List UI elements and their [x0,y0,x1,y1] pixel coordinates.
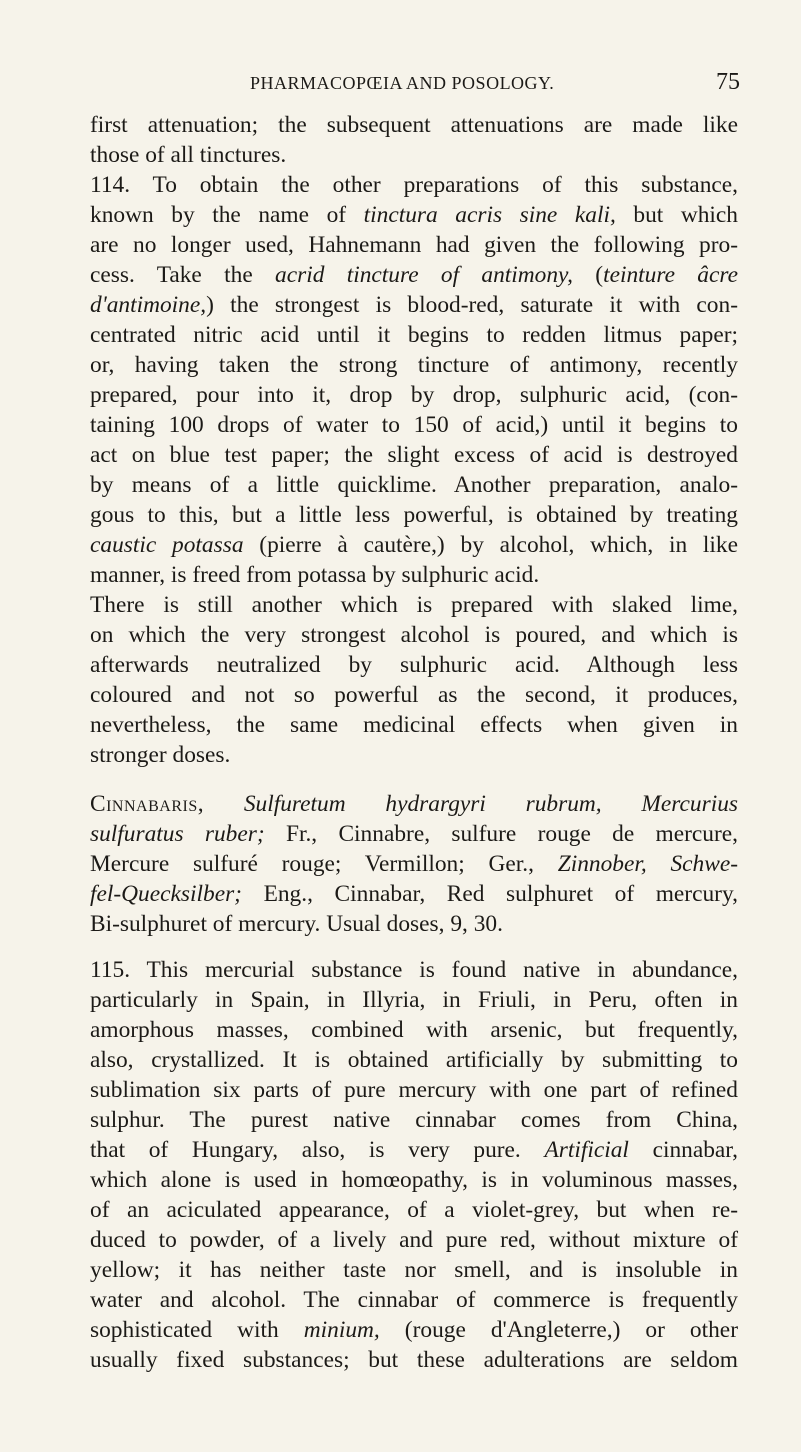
text-run: centrated nitric acid until it begins to redden litmus paper; [90,322,738,348]
text-line [90,170,738,200]
text-run: usually fixed substances; but these adulterations are seldom [90,1347,738,1373]
text-line [90,1345,738,1375]
text-run: which alone is used in homœopathy, is in voluminous masses, [90,1167,738,1193]
text-run: cess. Take the [90,262,276,288]
text-run: known by the name of [90,202,364,228]
text-line [90,560,738,590]
italic-text: caustic potassa [90,532,244,558]
text-run: water and alcohol. The cinnabar of commerce is frequently [90,1287,738,1313]
text-line [90,410,738,440]
italic-text: Zinnober, Schwe- [557,851,738,877]
text-line [90,1315,738,1345]
text-run: on which the very strongest alcohol is poured, and which is [90,622,738,648]
text-run: sulphur. The purest native cinnabar comes from China, [90,1107,738,1133]
text-line [90,879,738,909]
paragraph-gap [90,770,738,789]
text-line [90,200,738,230]
italic-text: d'antimoine, [90,292,207,318]
text-line [90,260,738,290]
text-line [90,849,738,879]
italic-text: sulfuratus ruber; [90,821,265,847]
text-line [90,985,738,1015]
text-line [90,290,738,320]
text-line [90,789,738,819]
text-line [90,1135,738,1165]
text-run: (rouge d'Angleterre,) or other [379,1317,738,1343]
text-line [90,590,738,620]
text-line [90,320,738,350]
text-run: 115. This mercurial substance is found native in abundance, [90,957,738,983]
text-line [90,1285,738,1315]
text-run: particularly in Spain, in Illyria, in Friuli, in Peru, often in [90,987,738,1013]
text-run: or, having taken the strong tincture of antimony, recently [90,352,738,378]
text-line [90,500,738,530]
text-line [90,819,738,849]
text-line [90,955,738,985]
text-line [90,530,738,560]
text-run: Bi-sulphuret of mercury. Usual doses, 9, 30. [90,911,503,937]
italic-text: minium, [303,1317,380,1343]
text-run: 114. To obtain the other preparations of this substance, [90,172,738,198]
text-run: act on blue test paper; the slight excess of acid is destroyed [90,442,738,468]
text-line [90,1015,738,1045]
text-run: duced to powder, of a lively and pure red, without mixture of [90,1227,738,1253]
italic-text: tinctura acris sine kali, [363,202,616,228]
body-text [90,110,738,1375]
paragraph-gap [90,939,738,955]
text-run: coloured and not so powerful as the second, it produces, [90,682,738,708]
italic-text: Sulfuretum hydrargyri rubrum, Mercurius [243,791,738,817]
page-header [250,69,740,103]
text-run: ( [573,262,604,288]
text-line [90,1195,738,1225]
running-title: PHARMACOPŒIA AND POSOLOGY. [250,73,555,93]
text-line [90,140,738,170]
text-line [90,1225,738,1255]
italic-text: Artificial [544,1137,629,1163]
text-line [90,740,738,770]
text-line [90,650,738,680]
text-line [90,909,738,939]
italic-text: fel-Quecksilber; [90,881,242,907]
text-run: taining 100 drops of water to 150 of acid,) until it begins to [90,412,738,438]
text-line [90,230,738,260]
text-run: ) the strongest is blood-red, saturate it with con- [206,292,738,318]
text-line [90,350,738,380]
page-number: 75 [716,69,740,95]
text-run: are no longer used, Hahnemann had given the following pro- [90,232,738,258]
text-run: nevertheless, the same medicinal effects when given in [90,712,738,738]
text-run: afterwards neutralized by sulphuric acid. Although less [90,652,738,678]
text-run: Fr., Cinnabre, sulfure rouge de mercure, [264,821,738,847]
text-run: gous to this, but a little less powerful, is obtained by treating [90,502,738,528]
text-line [90,710,738,740]
text-run: Mercure sulfuré rouge; Vermillon; Ger., [90,851,558,877]
text-run: but which [615,202,739,228]
text-line [90,1075,738,1105]
text-run: amorphous masses, combined with arsenic, but frequently, [90,1017,738,1043]
text-run [204,791,244,817]
italic-text: teinture âcre [603,262,738,288]
text-run: cinnabar, [628,1137,739,1163]
text-line [90,110,738,140]
small-caps-text: Cinnabaris, [90,791,205,817]
text-run: sophisticated with [90,1317,304,1343]
text-run: stronger doses. [90,742,231,768]
italic-text: acrid tincture of antimony, [275,262,573,288]
text-run: manner, is freed from potassa by sulphuric acid. [90,562,540,588]
text-run: sublimation six parts of pure mercury with one part of refined [90,1077,738,1103]
text-line [90,680,738,710]
text-run: of an aciculated appearance, of a violet-grey, but when re- [90,1197,738,1223]
text-run: that of Hungary, also, is very pure. [90,1137,545,1163]
text-run: first attenuation; the subsequent attenuations are made like [90,112,738,138]
text-line [90,620,738,650]
text-line [90,380,738,410]
text-run: prepared, pour into it, drop by drop, sulphuric acid, (con- [90,382,738,408]
text-line [90,1105,738,1135]
text-line [90,470,738,500]
text-line [90,1255,738,1285]
text-run: by means of a little quicklime. Another preparation, analo- [90,472,738,498]
text-run: There is still another which is prepared with slaked lime, [90,592,738,618]
text-run: (pierre à cautère,) by alcohol, which, in like [243,532,738,558]
text-run: yellow; it has neither taste nor smell, and is insoluble in [90,1257,738,1283]
text-run: those of all tinctures. [90,142,287,168]
text-line [90,1165,738,1195]
text-line [90,440,738,470]
text-run: Eng., Cinnabar, Red sulphuret of mercury, [241,881,738,907]
text-line [90,1045,738,1075]
text-run: also, crystallized. It is obtained artificially by submitting to [90,1047,738,1073]
